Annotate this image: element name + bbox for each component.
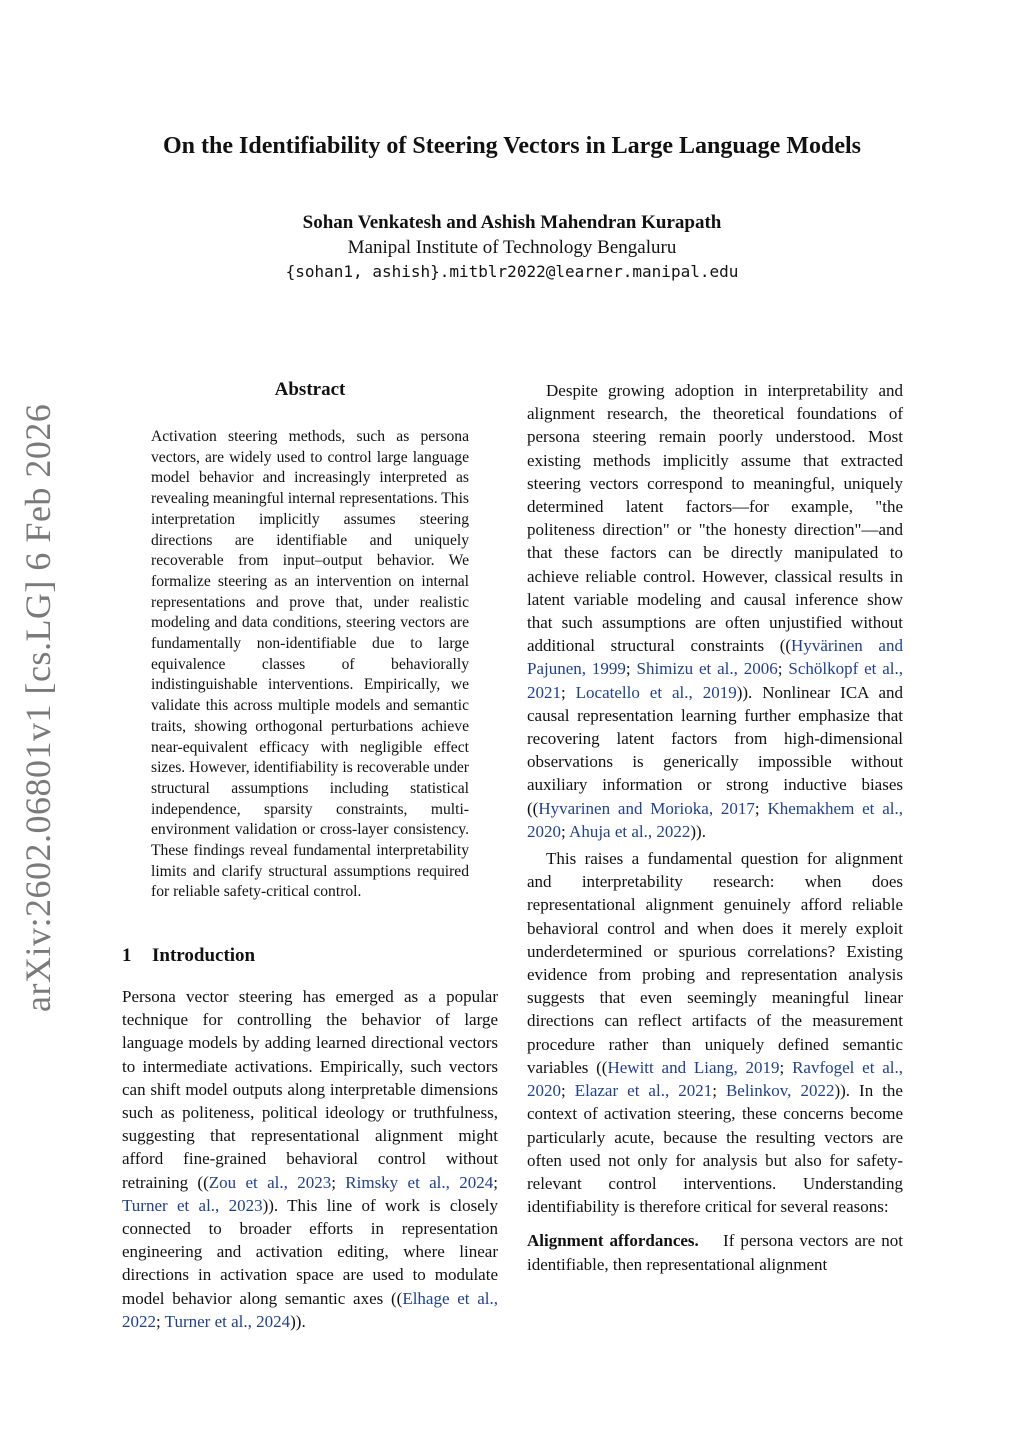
citation-link[interactable]: Ahuja et al., 2022 bbox=[569, 821, 691, 841]
paper-title: On the Identifiability of Steering Vectors in Large Language Models bbox=[163, 133, 861, 159]
section-heading-introduction bbox=[122, 944, 502, 968]
intro-paragraph-3: This raises a fundamental question for alignment and interpretability research: when does representational alignment genuinely afford reliable behavioral control and when does it merely exploit underdetermined or spurious correlations? Existing evidence from probing and representation analysis suggests that even seemingly meaningful linear directions can reflect artifacts of the measurement procedure rather than uniquely defined semantic variables ((Hewitt and Liang, 2019; Ravfogel et al., 2020; Elazar et al., 2021; Belinkov, 2022)). In the context of activation steering, these concerns become particularly acute, because the resulting vectors are often used not only for analysis but also for safety-relevant control interventions. Understanding identifiability is therefore critical for several reasons: bbox=[527, 849, 903, 1217]
author-names: Sohan Venkatesh and Ashish Mahendran Kurapath bbox=[302, 212, 722, 233]
citation-link[interactable]: Elazar et al., 2021 bbox=[574, 1081, 713, 1101]
citation-link[interactable]: Hyvarinen and Morioka, 2017 bbox=[538, 798, 755, 818]
citation-link[interactable]: Ravfogel et al., 2020 bbox=[527, 1057, 903, 1101]
section-number: 1 bbox=[122, 945, 132, 966]
right-column-body bbox=[527, 379, 903, 1276]
abstract-text: Activation steering methods, such as persona vectors, are widely used to control large language model behavior and increasingly interpreted as revealing meaningful internal representations. This interpretation implicitly assumes steering directions are identifiable and uniquely recoverable from input–output behavior. We formalize steering as an intervention on internal representations and prove that, under realistic modeling and data conditions, steering vectors are fundamentally non-identifiable due to large equivalence classes of behaviorally indistinguishable interventions. Empirically, we validate this across multiple models and semantic traits, showing orthogonal perturbations achieve near-equivalent efficacy with negligible effect sizes. However, identifiability is recoverable under structural assumptions including statistical independence, sparsity constraints, multi-environment validation or cross-layer consistency. These findings reveal fundamental interpretability limits and clarify structural assumptions required for reliable safety-critical control. bbox=[151, 428, 469, 901]
left-column-body bbox=[122, 985, 498, 1333]
citation-link[interactable]: Rimsky et al., 2024 bbox=[345, 1172, 494, 1192]
citation-link[interactable]: Khemakhem et al., 2020 bbox=[527, 798, 903, 841]
citation-link[interactable]: Hyvärinen and Pajunen, 1999 bbox=[527, 636, 903, 679]
citation-link[interactable]: Locatello et al., 2019 bbox=[575, 682, 737, 702]
citation-link[interactable]: Shimizu et al., 2006 bbox=[636, 659, 778, 679]
arxiv-identifier-stamp: arXiv:2602.06801v1 [cs.LG] 6 Feb 2026 bbox=[18, 403, 58, 1012]
citation-link[interactable]: Turner et al., 2023 bbox=[122, 1195, 263, 1215]
citation-link[interactable]: Zou et al., 2023 bbox=[208, 1172, 332, 1192]
intro-paragraph-2: Despite growing adoption in interpretability and alignment research, the theoretical foundations of persona steering remain poorly understood. Most existing methods implicitly assume that extracted steering vectors correspond to meaningful, uniquely determined latent factors—for example, "the politeness direction" or "the honesty direction"—and that these factors can be directly manipulated to achieve reliable control. However, classical results in latent variable modeling and causal inference show that such assumptions are often unjustified without additional structural constraints ((Hyvärinen and Pajunen, 1999; Shimizu et al., 2006; Schölkopf et al., 2021; Locatello et al., 2019)). Nonlinear ICA and causal representation learning further emphasize that recovering latent factors from high-dimensional observations is generically impossible without auxiliary information or strong inductive biases ((Hyvarinen and Morioka, 2017; Khemakhem et al., 2020; Ahuja et al., 2022)). bbox=[527, 381, 903, 841]
author-email: {sohan1, ashish}.mitblr2022@learner.manipal.edu bbox=[285, 262, 739, 281]
run-in-heading: Alignment affordances. bbox=[527, 1231, 699, 1251]
section-title: Introduction bbox=[152, 945, 256, 966]
abstract-heading: Abstract bbox=[274, 379, 346, 400]
citation-link[interactable]: Schölkopf et al., 2021 bbox=[527, 659, 903, 702]
intro-paragraph-4: Alignment affordances. If persona vectors are not identifiable, then representational alignment bbox=[527, 1231, 904, 1274]
citation-link[interactable]: Turner et al., 2024 bbox=[164, 1311, 291, 1331]
citation-link[interactable]: Belinkov, 2022 bbox=[725, 1081, 835, 1101]
intro-paragraph-1: Persona vector steering has emerged as a popular technique for controlling the behavior of large language models by adding learned directional vectors to intermediate activations. Empirically, such vectors can shift model outputs along interpretable dimensions such as politeness, political ideology or truthfulness, suggesting that representational alignment might afford fine-grained behavioral control without retraining ((Zou et al., 2023; Rimsky et al., 2024; Turner et al., 2023)). This line of work is closely connected to broader efforts in representation engineering and activation editing, where linear directions in activation space are used to modulate model behavior along semantic axes ((Elhage et al., 2022; Turner et al., 2024)). bbox=[122, 987, 498, 1331]
citation-link[interactable]: Hewitt and Liang, 2019 bbox=[607, 1057, 780, 1077]
author-affiliation: Manipal Institute of Technology Bengaluru bbox=[347, 237, 677, 258]
citation-link[interactable]: Elhage et al., 2022 bbox=[122, 1288, 498, 1331]
